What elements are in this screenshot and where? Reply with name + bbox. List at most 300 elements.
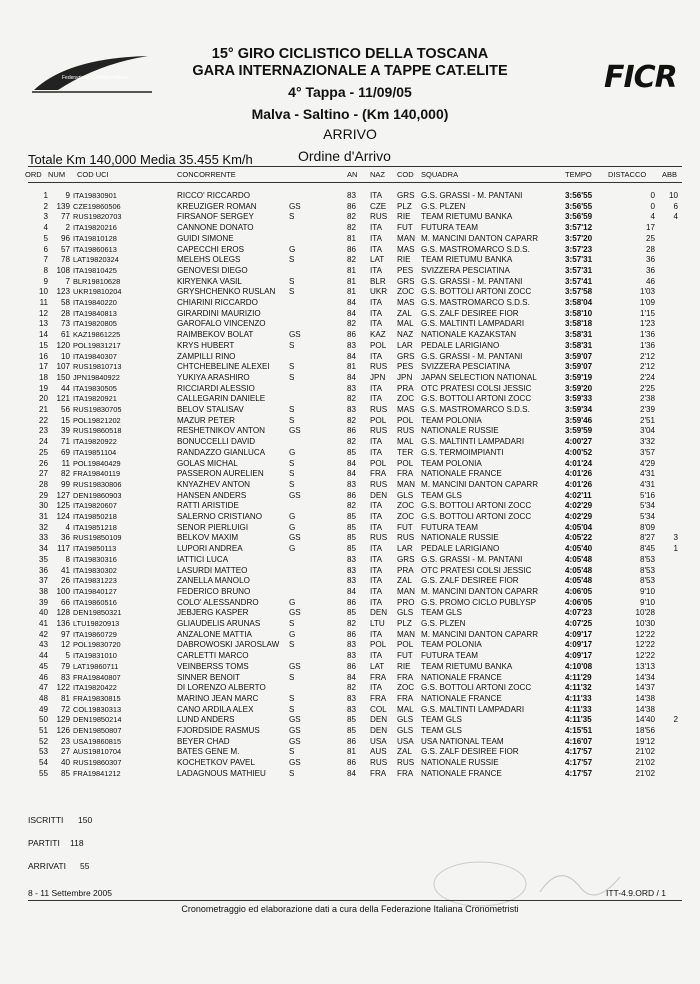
num-cell: 77 [60, 212, 70, 222]
category-cell: GS [289, 726, 301, 735]
ficr-logo: FICR [604, 60, 677, 95]
num-cell: 2 [65, 223, 70, 233]
nation-cell: RUS [370, 212, 388, 222]
num-cell: 120 [56, 340, 70, 350]
num-cell: 128 [56, 608, 70, 618]
time-cell: 3:57'31 [565, 265, 593, 275]
nation-cell: ITA [370, 651, 382, 661]
num-cell: 117 [57, 544, 70, 554]
gap-cell: 4 [650, 212, 655, 222]
rider-name-cell: CHIARINI RICCARDO [177, 298, 258, 307]
uci-code-cell: ITA19820607 [73, 501, 117, 511]
num-cell: 36 [60, 533, 70, 543]
bonus-cell: 3 [673, 533, 678, 543]
num-cell: 57 [60, 244, 70, 254]
table-row [0, 544, 700, 555]
ord-cell: 39 [38, 597, 48, 607]
table-row [0, 373, 700, 384]
uci-code-cell: ITA19860613 [73, 244, 117, 254]
gap-cell: 8'53 [639, 565, 655, 575]
time-cell: 4:07'23 [565, 608, 593, 618]
num-cell: 61 [60, 330, 70, 340]
rider-name-cell: KIRYENKA VASIL [177, 276, 242, 286]
birth-year-cell: 84 [347, 469, 357, 479]
ord-cell: 45 [38, 661, 48, 671]
category-cell: S [289, 747, 295, 757]
time-cell: 3:59'19 [565, 372, 593, 382]
num-cell: 123 [56, 287, 70, 297]
table-row [0, 245, 700, 256]
birth-year-cell: 83 [347, 704, 357, 714]
time-cell: 4:11'29 [565, 672, 592, 682]
col-naz: NAZ [370, 170, 385, 179]
uci-code-cell: RUS19860518 [73, 426, 122, 436]
fci-logo-text: Federazione Ciclistica Italiana [62, 75, 129, 81]
team-code-cell: MAN [397, 586, 415, 596]
birth-year-cell: 83 [347, 565, 357, 575]
team-code-cell: MAN [397, 233, 415, 243]
num-cell: 79 [60, 661, 70, 671]
num-cell: 96 [60, 233, 70, 243]
rider-name-cell: RATTI ARISTIDE [177, 501, 239, 511]
uci-code-cell: USA19860815 [73, 736, 122, 746]
ord-cell: 26 [38, 458, 48, 468]
category-cell: S [289, 469, 295, 479]
category-cell: GS [289, 661, 301, 671]
event-dates: 8 - 11 Settembre 2005 [28, 888, 112, 898]
uci-code-cell: ITA19810128 [73, 233, 117, 243]
team-code-cell: ZOC [397, 394, 415, 404]
time-cell: 4:00'52 [565, 447, 593, 457]
team-name-cell: NATIONALE RUSSIE [421, 426, 499, 436]
team-code-cell: PLZ [397, 201, 412, 211]
team-code-cell: MAL [397, 704, 414, 714]
ord-cell: 3 [43, 212, 48, 222]
team-code-cell: POL [397, 415, 414, 425]
nation-cell: DEN [370, 726, 388, 735]
birth-year-cell: 84 [347, 308, 357, 318]
category-cell: S [289, 287, 295, 297]
ord-cell: 1 [43, 191, 48, 200]
team-code-cell: PES [397, 362, 414, 372]
table-row [0, 555, 700, 566]
nation-cell: ITA [370, 191, 382, 200]
team-name-cell: G.S. MALTINTI LAMPADARI [421, 437, 525, 447]
time-cell: 4:10'08 [565, 661, 593, 671]
col-uci: COD UCI [77, 170, 109, 179]
team-name-cell: NATIONALE FRANCE [421, 693, 502, 703]
team-name-cell: G.S. ZALF DESIREE FIOR [421, 747, 519, 757]
team-name-cell: G.S. GRASSI - M. PANTANI [421, 554, 523, 564]
ord-cell: 15 [38, 340, 48, 350]
uci-code-cell: ITA19831223 [73, 576, 117, 586]
category-cell: S [289, 458, 295, 468]
team-name-cell: M. MANCINI DANTON CAPARR [421, 479, 539, 489]
rider-name-cell: GIRARDINI MAURIZIO [177, 308, 261, 318]
table-row [0, 758, 700, 769]
birth-year-cell: 85 [347, 608, 357, 618]
table-row [0, 512, 700, 523]
ord-cell: 27 [38, 469, 48, 479]
team-name-cell: M. MANCINI DANTON CAPARR [421, 233, 539, 243]
uci-code-cell: FRA19841212 [73, 768, 121, 778]
uci-code-cell: KAZ19861225 [73, 330, 121, 340]
team-name-cell: G.S. TERMOIMPIANTI [421, 447, 504, 457]
nation-cell: RUS [370, 758, 388, 768]
team-code-cell: FRA [397, 693, 414, 703]
num-cell: 81 [60, 693, 70, 703]
time-cell: 3:57'41 [565, 276, 593, 286]
uci-code-cell: RUS19830806 [73, 479, 122, 489]
birth-year-cell: 86 [347, 490, 357, 500]
ord-cell: 34 [38, 544, 48, 554]
num-cell: 5 [65, 651, 70, 661]
team-code-cell: ZAL [397, 576, 412, 586]
gap-cell: 5'16 [639, 490, 655, 500]
team-name-cell: OTC PRATESI COLSI JESSIC [421, 565, 532, 575]
uci-code-cell: POL19830720 [73, 640, 121, 650]
time-cell: 4:11'32 [565, 683, 592, 693]
team-name-cell: FUTURA TEAM [421, 223, 478, 233]
birth-year-cell: 86 [347, 661, 357, 671]
nation-cell: COL [370, 704, 387, 714]
ord-cell: 32 [38, 522, 48, 532]
ord-cell: 20 [38, 394, 48, 404]
birth-year-cell: 83 [347, 576, 357, 586]
nation-cell: ITA [370, 565, 382, 575]
table-row [0, 640, 700, 651]
gap-cell: 8'53 [639, 554, 655, 564]
time-cell: 3:59'33 [565, 394, 593, 404]
birth-year-cell: 83 [347, 191, 357, 200]
col-distacco: DISTACCO [608, 170, 647, 179]
birth-year-cell: 82 [347, 501, 357, 511]
category-cell: S [289, 768, 295, 778]
birth-year-cell: 82 [347, 437, 357, 447]
uci-code-cell: POL19821202 [73, 415, 121, 425]
team-name-cell: G.S. PLZEN [421, 619, 466, 628]
rider-name-cell: BELOV STALISAV [177, 405, 244, 414]
ord-cell: 23 [38, 426, 48, 436]
time-cell: 3:57'20 [565, 233, 593, 243]
ord-cell: 36 [38, 565, 48, 575]
table-row [0, 747, 700, 758]
gap-cell: 8'27 [639, 533, 655, 543]
time-cell: 3:59'34 [565, 405, 593, 414]
birth-year-cell: 85 [347, 522, 357, 532]
table-row [0, 459, 700, 470]
birth-year-cell: 84 [347, 768, 357, 778]
team-code-cell: LAR [397, 544, 413, 554]
team-name-cell: NATIONALE RUSSIE [421, 533, 499, 543]
table-row [0, 234, 700, 245]
num-cell: 9 [65, 191, 70, 200]
ord-cell: 4 [43, 223, 48, 233]
table-row [0, 255, 700, 266]
team-name-cell: NATIONALE FRANCE [421, 768, 502, 778]
col-ord: ORD [25, 170, 42, 179]
uci-code-cell: ITA19831010 [73, 651, 117, 661]
category-cell: S [289, 479, 295, 489]
gap-cell: 14'40 [635, 715, 655, 725]
time-cell: 4:05'40 [565, 544, 593, 554]
num-cell: 23 [60, 736, 70, 746]
num-cell: 10 [60, 351, 70, 361]
table-row [0, 737, 700, 748]
time-cell: 4:01'24 [565, 458, 593, 468]
birth-year-cell: 83 [347, 554, 357, 564]
num-cell: 129 [56, 715, 70, 725]
time-cell: 4:09'17 [565, 640, 593, 650]
time-cell: 4:16'07 [565, 736, 593, 746]
birth-year-cell: 84 [347, 672, 357, 682]
table-row [0, 212, 700, 223]
birth-year-cell: 84 [347, 298, 357, 307]
ord-cell: 25 [38, 447, 48, 457]
gap-cell: 12'22 [635, 640, 655, 650]
birth-year-cell: 83 [347, 479, 357, 489]
nation-cell: POL [370, 458, 387, 468]
nation-cell: RUS [370, 479, 388, 489]
ord-cell: 46 [38, 672, 48, 682]
table-row [0, 362, 700, 373]
uci-code-cell: FRA19840807 [73, 672, 121, 682]
time-cell: 4:05'48 [565, 576, 593, 586]
ord-cell: 7 [43, 255, 48, 265]
ord-cell: 22 [38, 415, 48, 425]
rider-name-cell: KREUZIGER ROMAN [177, 201, 257, 211]
ord-cell: 13 [38, 319, 48, 329]
category-cell: G [289, 629, 296, 639]
rider-name-cell: ANZALONE MATTIA [177, 629, 252, 639]
team-name-cell: G.S. PLZEN [421, 201, 466, 211]
gap-cell: 2'24 [639, 372, 655, 382]
rider-name-cell: MARINO JEAN MARC [177, 693, 259, 703]
time-cell: 4:11'33 [565, 693, 592, 703]
num-cell: 78 [60, 255, 70, 265]
team-code-cell: ZAL [397, 747, 412, 757]
category-cell: GS [289, 201, 301, 211]
header-rule-bottom [28, 182, 682, 183]
nation-cell: DEN [370, 608, 388, 618]
nation-cell: ITA [370, 683, 382, 693]
uci-code-cell: ITA19820422 [73, 683, 117, 693]
birth-year-cell: 82 [347, 683, 357, 693]
category-cell: S [289, 276, 295, 286]
ord-cell: 9 [43, 276, 48, 286]
nation-cell: ITA [370, 233, 382, 243]
team-name-cell: FUTURA TEAM [421, 522, 478, 532]
nation-cell: ITA [370, 544, 382, 554]
rider-name-cell: FIRSANOF SERGEY [177, 212, 254, 222]
team-name-cell: TEAM RIETUMU BANKA [421, 212, 513, 222]
time-cell: 4:09'17 [565, 651, 593, 661]
uci-code-cell: FRA19830815 [73, 693, 121, 703]
birth-year-cell: 86 [347, 629, 357, 639]
birth-year-cell: 83 [347, 340, 357, 350]
gap-cell: 5'34 [639, 512, 655, 521]
team-name-cell: TEAM GLS [421, 715, 462, 725]
category-cell: GS [289, 608, 301, 618]
num-cell: 127 [56, 490, 70, 500]
ord-cell: 40 [38, 608, 48, 618]
gap-cell: 36 [645, 265, 655, 275]
table-row [0, 287, 700, 298]
table-row [0, 202, 700, 213]
team-name-cell: FUTURA TEAM [421, 651, 478, 661]
team-name-cell: TEAM GLS [421, 726, 462, 735]
time-cell: 4:00'27 [565, 437, 593, 447]
gap-cell: 1'23 [639, 319, 655, 329]
ord-cell: 49 [38, 704, 48, 714]
time-cell: 4:15'51 [565, 726, 593, 735]
birth-year-cell: 84 [347, 458, 357, 468]
table-row [0, 501, 700, 512]
rider-name-cell: LUND ANDERS [177, 715, 235, 725]
num-cell: 40 [60, 758, 70, 768]
num-cell: 39 [60, 426, 70, 436]
nation-cell: LTU [370, 619, 385, 628]
team-name-cell: G.S. GRASSI - M. PANTANI [421, 191, 523, 200]
uci-code-cell: ITA19840813 [73, 308, 117, 318]
team-name-cell: OTC PRATESI COLSI JESSIC [421, 383, 532, 393]
table-row [0, 298, 700, 309]
uci-code-cell: ITA19851218 [73, 522, 117, 532]
birth-year-cell: 81 [347, 362, 357, 372]
nation-cell: POL [370, 415, 387, 425]
rider-name-cell: VEINBERSS TOMS [177, 661, 249, 671]
ord-cell: 37 [38, 576, 48, 586]
nation-cell: POL [370, 640, 387, 650]
total-distance-average: Totale Km 140,000 Media 35.455 Km/h [28, 152, 253, 167]
uci-code-cell: FRA19840119 [73, 469, 121, 479]
gap-cell: 9'10 [639, 586, 655, 596]
team-code-cell: RUS [397, 758, 415, 768]
time-cell: 4:11'33 [565, 704, 592, 714]
birth-year-cell: 81 [347, 265, 357, 275]
ord-cell: 6 [43, 244, 48, 254]
ord-cell: 41 [38, 619, 48, 628]
time-cell: 3:57'58 [565, 287, 593, 297]
arrivati-label: ARRIVATI [28, 861, 66, 871]
num-cell: 28 [60, 308, 70, 318]
time-cell: 3:59'20 [565, 383, 593, 393]
table-row [0, 598, 700, 609]
birth-year-cell: 86 [347, 736, 357, 746]
team-name-cell: G.S. ZALF DESIREE FIOR [421, 576, 519, 586]
gap-cell: 9'10 [639, 597, 655, 607]
header-rule-top [28, 166, 682, 167]
gap-cell: 5'34 [639, 501, 655, 511]
team-code-cell: PRA [397, 565, 414, 575]
ord-cell: 43 [38, 640, 48, 650]
rider-name-cell: BATES GENE M. [177, 747, 240, 757]
gap-cell: 2'38 [639, 394, 655, 404]
team-name-cell: PEDALE LARIGIANO [421, 544, 500, 554]
time-cell: 3:58'10 [565, 308, 593, 318]
num-cell: 41 [60, 565, 70, 575]
stage-route: Malva - Saltino - (Km 140,000) [251, 106, 449, 122]
rider-name-cell: DI LORENZO ALBERTO [177, 683, 266, 693]
num-cell: 82 [60, 469, 70, 479]
birth-year-cell: 82 [347, 212, 357, 222]
team-code-cell: GLS [397, 715, 414, 725]
ord-cell: 16 [38, 351, 48, 361]
ord-cell: 50 [38, 715, 48, 725]
team-name-cell: G.S. BOTTOLI ARTONI ZOCC [421, 501, 532, 511]
team-code-cell: MAN [397, 629, 415, 639]
team-name-cell: G.S. MALTINTI LAMPADARI [421, 319, 525, 329]
ord-cell: 42 [38, 629, 48, 639]
footer-rule [28, 900, 682, 901]
category-cell: S [289, 672, 295, 682]
uci-code-cell: POL19831217 [73, 340, 121, 350]
time-cell: 3:58'18 [565, 319, 593, 329]
uci-code-cell: ITA19820805 [73, 319, 117, 329]
team-name-cell: M. MANCINI DANTON CAPARR [421, 629, 539, 639]
uci-code-cell: ITA19840127 [73, 586, 117, 596]
gap-cell: 2'12 [639, 351, 655, 361]
category-cell: GS [289, 330, 301, 340]
uci-code-cell: CZE19860506 [73, 201, 121, 211]
rider-name-cell: IATTICI LUCA [177, 554, 229, 564]
nation-cell: BLR [370, 276, 386, 286]
uci-code-cell: JPN19840922 [73, 372, 120, 382]
category-cell: S [289, 693, 295, 703]
num-cell: 26 [60, 576, 70, 586]
table-row [0, 566, 700, 577]
ord-cell: 44 [38, 651, 48, 661]
birth-year-cell: 85 [347, 533, 357, 543]
rider-name-cell: SENOR PIERLUIGI [177, 522, 249, 532]
uci-code-cell: ITA19840220 [73, 298, 117, 307]
gap-cell: 18'56 [635, 726, 655, 735]
team-code-cell: FUT [397, 522, 413, 532]
uci-code-cell: DEN19860903 [73, 490, 122, 500]
rider-name-cell: BELKOV MAXIM [177, 533, 239, 543]
table-row [0, 405, 700, 416]
num-cell: 139 [56, 201, 70, 211]
time-cell: 4:17'57 [565, 747, 593, 757]
table-row [0, 630, 700, 641]
table-row [0, 352, 700, 363]
time-cell: 4:06'05 [565, 597, 593, 607]
table-row [0, 191, 700, 202]
nation-cell: POL [370, 340, 387, 350]
team-name-cell: G.S. MALTINTI LAMPADARI [421, 704, 525, 714]
gap-cell: 4'31 [639, 469, 655, 479]
uci-code-cell: ITA19830505 [73, 383, 117, 393]
uci-code-cell: RUS19830705 [73, 405, 122, 414]
nation-cell: ITA [370, 554, 382, 564]
time-cell: 4:09'17 [565, 629, 593, 639]
rider-name-cell: FEDERICO BRUNO [177, 586, 251, 596]
team-code-cell: MAS [397, 244, 415, 254]
uci-code-cell: LTU19820913 [73, 619, 120, 628]
time-cell: 3:57'31 [565, 255, 593, 265]
time-cell: 3:57'23 [565, 244, 593, 254]
uci-code-cell: RUS19820703 [73, 212, 122, 222]
team-code-cell: LAR [397, 340, 413, 350]
nation-cell: ITA [370, 298, 382, 307]
birth-year-cell: 85 [347, 726, 357, 735]
nation-cell: FRA [370, 768, 387, 778]
team-name-cell: G.S. GRASSI - M. PANTANI [421, 351, 523, 361]
table-row [0, 651, 700, 662]
rider-name-cell: ZANELLA MANOLO [177, 576, 250, 586]
table-row [0, 769, 700, 780]
team-name-cell: G.S. BOTTOLI ARTONI ZOCC [421, 287, 532, 297]
